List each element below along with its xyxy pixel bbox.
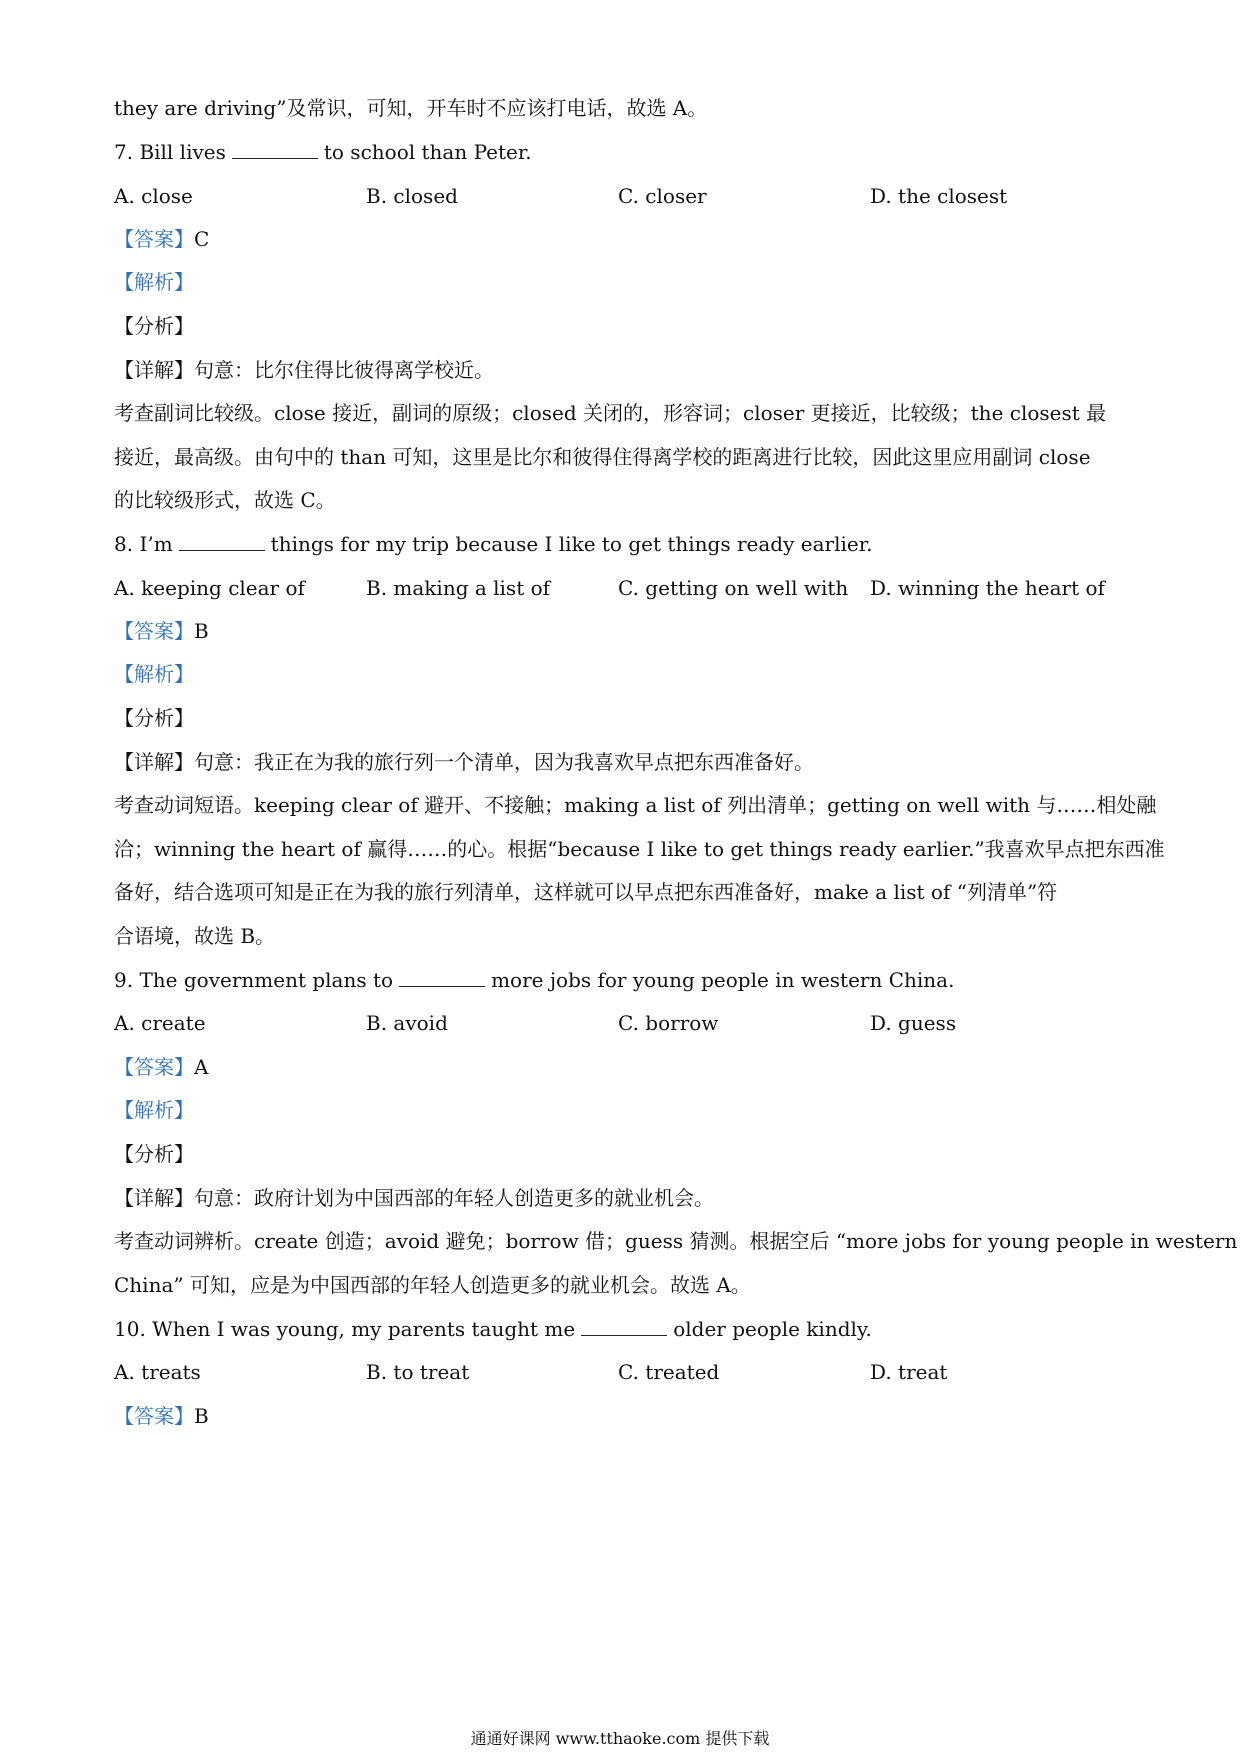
option-c: C. treated [618,1360,720,1384]
option-a: A. keeping clear of [114,576,305,600]
explanation-line: 考查动词辨析。create 创造；avoid 避免；borrow 借；guess 猜测。根据空后 “more jobs for young people in western [114,1229,1238,1253]
option-a: A. close [114,184,193,208]
detail-line [114,748,1134,776]
fenxi-tag: 【分析】 [114,1142,194,1166]
option-d: D. guess [870,1011,957,1035]
question-7 [114,138,1134,166]
question-text: more jobs for young people in western China. [491,968,955,992]
answer-line [114,1053,1134,1081]
explanation-line: 合语境，故选 B。 [114,924,276,948]
explanation-line: China” 可知，应是为中国西部的年轻人创造更多的就业机会。故选 A。 [114,1273,751,1297]
question-text: 8. I’m [114,532,173,556]
question-10 [114,1315,1134,1343]
answer-value: B [194,1404,209,1428]
answer-blank [399,968,485,987]
detail-line [114,1184,1134,1212]
detail-text: 句意：比尔住得比彼得离学校近。 [194,358,494,382]
option-c: C. getting on well with [618,576,849,600]
detail-text: 句意：我正在为我的旅行列一个清单，因为我喜欢早点把东西准备好。 [194,750,814,774]
question-9 [114,966,1134,994]
option-b: B. to treat [366,1360,470,1384]
answer-blank [581,1317,667,1336]
explanation-line: 考查动词短语。keeping clear of 避开、不接触；making a list of 列出清单；getting on well with 与……相处融 [114,793,1157,817]
explanation-line: 接近，最高级。由句中的 than 可知，这里是比尔和彼得住得离学校的距离进行比较，因此这里应用副词 close [114,445,1091,469]
text-line: they are driving”及常识，可知，开车时不应该打电话，故选 A。 [114,96,708,120]
detail-text: 句意：政府计划为中国西部的年轻人创造更多的就业机会。 [194,1186,714,1210]
explanation-line: 洽；winning the heart of 赢得……的心。根据“because I like to get things ready earlier.”我喜欢早点把东西准 [114,837,1165,861]
options-row [114,1009,1134,1037]
question-text: to school than Peter. [323,140,532,164]
explanation-line: 的比较级形式，故选 C。 [114,488,336,512]
fenxi-tag: 【分析】 [114,314,194,338]
detail-tag: 【详解】 [114,358,194,382]
option-d: D. winning the heart of [870,576,1105,600]
answer-line [114,1402,1134,1430]
explanation-line: 备好，结合选项可知是正在为我的旅行列清单，这样就可以早点把东西准备好，make a list of “列清单”符 [114,880,1058,904]
options-row [114,574,1134,602]
option-b: B. closed [366,184,458,208]
question-text: 10. When I was young, my parents taught me [114,1317,576,1341]
answer-value: C [194,227,210,251]
option-d: D. the closest [870,184,1008,208]
question-text: older people kindly. [673,1317,872,1341]
answer-tag: 【答案】 [114,1055,194,1079]
option-c: C. closer [618,184,707,208]
answer-value: B [194,619,209,643]
answer-line [114,225,1134,253]
option-c: C. borrow [618,1011,719,1035]
detail-tag: 【详解】 [114,1186,194,1210]
question-text: things for my trip because I like to get things ready earlier. [270,532,873,556]
detail-line [114,356,1134,384]
options-row [114,1358,1134,1386]
analysis-tag: 【解析】 [114,662,194,686]
answer-blank [232,140,318,159]
option-b: B. making a list of [366,576,551,600]
answer-line [114,617,1134,645]
options-row [114,182,1134,210]
answer-tag: 【答案】 [114,1404,194,1428]
option-b: B. avoid [366,1011,448,1035]
answer-blank [179,532,265,551]
question-8 [114,530,1134,558]
option-a: A. treats [114,1360,201,1384]
question-text: 9. The government plans to [114,968,394,992]
analysis-tag: 【解析】 [114,270,194,294]
option-a: A. create [114,1011,206,1035]
page-footer: 通通好课网 www.tthaoke.com 提供下载 [470,1729,770,1748]
answer-tag: 【答案】 [114,619,194,643]
answer-tag: 【答案】 [114,227,194,251]
analysis-tag: 【解析】 [114,1098,194,1122]
detail-tag: 【详解】 [114,750,194,774]
option-d: D. treat [870,1360,948,1384]
question-text: 7. Bill lives [114,140,226,164]
explanation-line: 考查副词比较级。close 接近，副词的原级；closed 关闭的，形容词；closer 更接近，比较级；the closest 最 [114,401,1107,425]
fenxi-tag: 【分析】 [114,706,194,730]
answer-value: A [194,1055,209,1079]
